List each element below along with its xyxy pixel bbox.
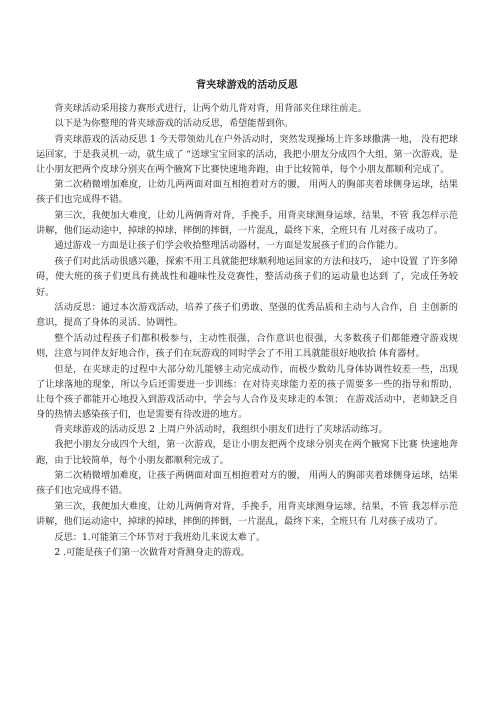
paragraph: 但是，在夹球走的过程中大部分幼儿能够主动完成动作，而极少数幼儿身体协调性较差一些，出现了让球落地的现象，所以今后还需要进一步训练：在对待夹球能力差的孩子需要多一些的指导和帮助，让每个孩子都能开心地投入到游戏活动中，学会与人合作及夹球走的本领； 在游戏活动中，老师缺乏自身的热情去感染孩子们，也是需要有待改进的地方。	[36, 363, 458, 420]
paragraph: 通过游戏一方面是让孩子们学会收拾整理活动器材，一方面是发展孩子们的合作能力。	[54, 240, 404, 252]
document-title: 背夹球游戏的活动反思	[196, 80, 298, 91]
paragraph: 背夹球活动采用接力赛形式进行，让两个幼儿背对背，用背部夹住球往前走。	[54, 103, 367, 114]
paragraph: 活动反思：通过本次游戏活动，培养了孩子们勇敢、坚强的优秀品质和主动与人合作，自 主创新的意识，提高了身体的灵活、协调性。	[36, 302, 458, 329]
paragraph: 第二次稍微增加难度，让孩子两俩面对面互相抱着对方的腰， 用两人的胸部夹着球侧身运球，结果孩子们也完成得不错。	[36, 469, 458, 497]
paragraph: 第三次，我便加大难度，让幼儿两俩背对背，手挽手，用背夹球测身运球，结果，不管 我怎样示范讲解，他们运动途中，掉球的掉球，摔倒的摔倒，一片混乱，最终下来，全班只有 几对孩子成功了。	[36, 209, 458, 237]
paragraph: 2 .可能是孩子们第一次做背对背测身走的游戏。	[54, 546, 250, 558]
paragraph: 我把小朋友分成四个大组，第一次游戏，是让小朋友把两个皮球分别夹在两个腋窝下比赛 快速地奔跑，由于比较简单，每个小朋友都顺利完成了。	[36, 439, 458, 466]
paragraph: 背夹球游戏的活动反思 2 上周户外活动时，我组织小朋友们进行了夹球活动练习。	[54, 423, 388, 435]
document-body	[36, 101, 458, 560]
paragraph: 整个活动过程孩子们都积极参与，主动性很强，合作意识也很强，大多数孩子们都能遵守游戏规则，注意与同伴友好地合作，孩子们在玩游戏的同时学会了不用工具就能很好地收拾 体育器材。	[36, 332, 458, 360]
paragraph: 反思：1.可能第三个环节对于我班幼儿来说太难了。	[54, 531, 266, 543]
paragraph: 背夹球游戏的活动反思 1 今天带领幼儿在户外活动时，突然发现操场上许多球撒满一地， 没有把球运回家，于是我灵机一动，就生成了 “送球宝宝回家的活动，我把小朋友分成四个大组，第一次游戏，是让小朋友把两个皮球分别夹在两个腋窝下比赛快速地奔跑，由于比较简单，每个小朋友都顺利完成了。	[36, 133, 458, 175]
paragraph: 孩子们对此活动很感兴趣，探索不用工具就能把球顺利地运回家的方法和技巧， 途中设置 了许多障碍，使大班的孩子们更具有挑战性和趣味性及竞赛性，整活动孩子们的运动量也达到 了，完成任务较好。	[36, 255, 458, 298]
paragraph: 以下是为你整理的背夹球游戏的活动反思，希望能帮到你。	[54, 118, 294, 130]
paragraph: 第三次，我便加大难度，让幼儿两俩背对背，手挽手，用背夹球测身运球，结果，不管 我怎样示范讲解，他们运动途中，掉球的掉球，摔倒的摔倒，一片混乱，最终下来，全班只有 几对孩子成功了。	[36, 500, 458, 528]
paragraph: 第二次稍微增加难度，让幼儿两两面对面互相抱着对方的腰， 用两人的胸部夹着球侧身运球，结果孩子们也完成得不错。	[36, 178, 458, 206]
